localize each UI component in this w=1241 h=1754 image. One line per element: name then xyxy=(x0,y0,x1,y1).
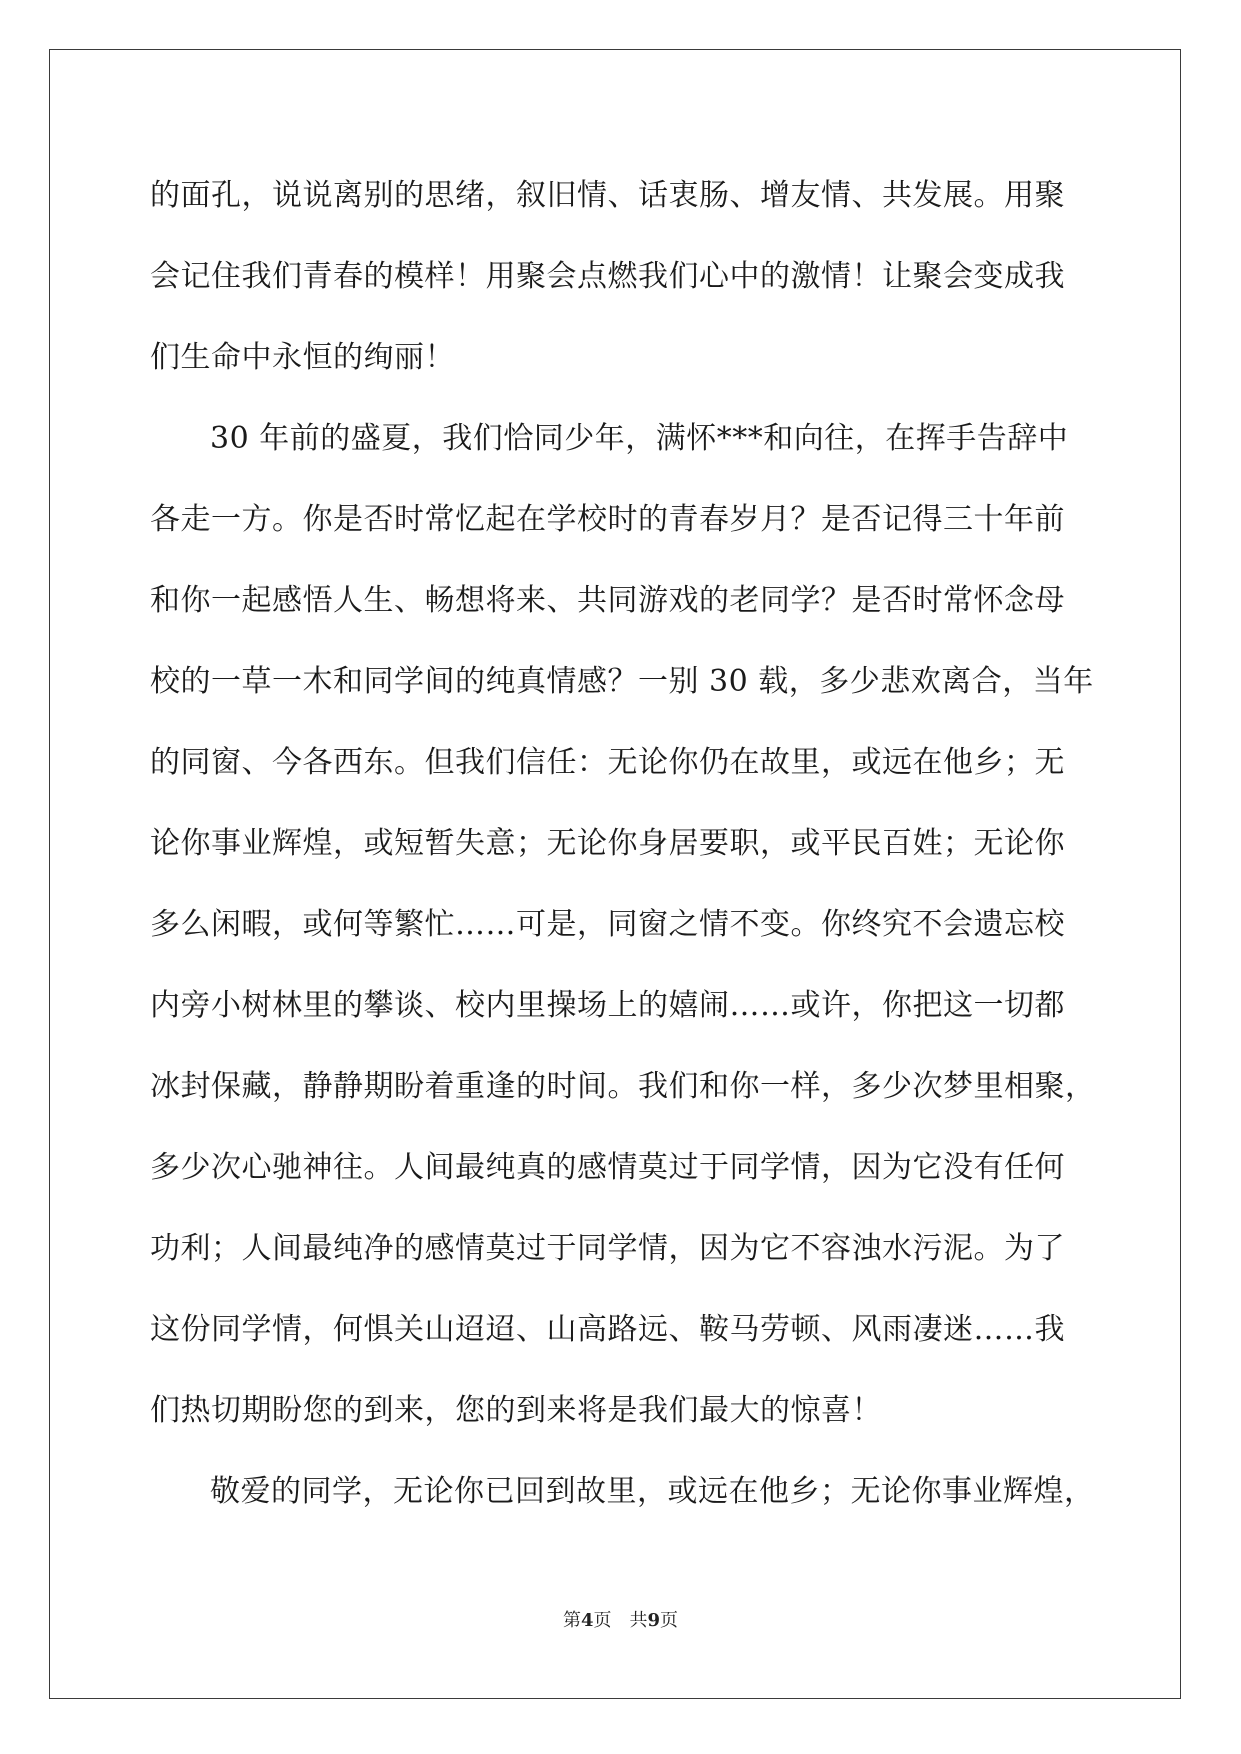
text-line: 们热切期盼您的到来，您的到来将是我们最大的惊喜！ xyxy=(150,1393,882,1428)
text-line: 的面孔，说说离别的思绪，叙旧情、话衷肠、增友情、共发展。用聚 xyxy=(150,178,1065,213)
document-body xyxy=(150,155,1096,1532)
paragraph-start-line: 30 年前的盛夏，我们恰同少年，满怀***和向往，在挥手告辞中 xyxy=(210,421,1069,456)
footer-prefix: 第 xyxy=(562,1610,581,1631)
text-line: 多少次心驰神往。人间最纯真的感情莫过于同学情，因为它没有任何 xyxy=(150,1150,1065,1185)
text-line: 论你事业辉煌，或短暂失意；无论你身居要职，或平民百姓；无论你 xyxy=(150,826,1065,861)
footer-mid: 页 共 xyxy=(593,1610,648,1631)
paragraph-start-line: 敬爱的同学，无论你已回到故里，或远在他乡；无论你事业辉煌， xyxy=(210,1474,1095,1509)
text-line: 冰封保藏，静静期盼着重逢的时间。我们和你一样，多少次梦里相聚， xyxy=(150,1069,1096,1104)
text-line: 的同窗、今各西东。但我们信任：无论你仍在故里，或远在他乡；无 xyxy=(150,745,1065,780)
text-line: 校的一草一木和同学间的纯真情感？一别 30 载，多少悲欢离合，当年 xyxy=(150,664,1094,699)
page-number-footer xyxy=(0,1606,1241,1632)
total-page-number: 9 xyxy=(647,1610,661,1631)
text-line: 各走一方。你是否时常忆起在学校时的青春岁月？是否记得三十年前 xyxy=(150,502,1065,537)
footer-suffix: 页 xyxy=(660,1610,679,1631)
text-line: 和你一起感悟人生、畅想将来、共同游戏的老同学？是否时常怀念母 xyxy=(150,583,1065,618)
text-line: 多么闲暇，或何等繁忙……可是，同窗之情不变。你终究不会遗忘校 xyxy=(150,907,1065,942)
text-line: 会记住我们青春的模样！用聚会点燃我们心中的激情！让聚会变成我 xyxy=(150,259,1065,294)
text-line: 功利；人间最纯净的感情莫过于同学情，因为它不容浊水污泥。为了 xyxy=(150,1231,1065,1266)
text-line: 们生命中永恒的绚丽！ xyxy=(150,340,455,375)
current-page-number: 4 xyxy=(580,1610,594,1631)
text-line: 内旁小树林里的攀谈、校内里操场上的嬉闹……或许，你把这一切都 xyxy=(150,988,1065,1023)
text-line: 这份同学情，何惧关山迢迢、山高路远、鞍马劳顿、风雨凄迷……我 xyxy=(150,1312,1065,1347)
